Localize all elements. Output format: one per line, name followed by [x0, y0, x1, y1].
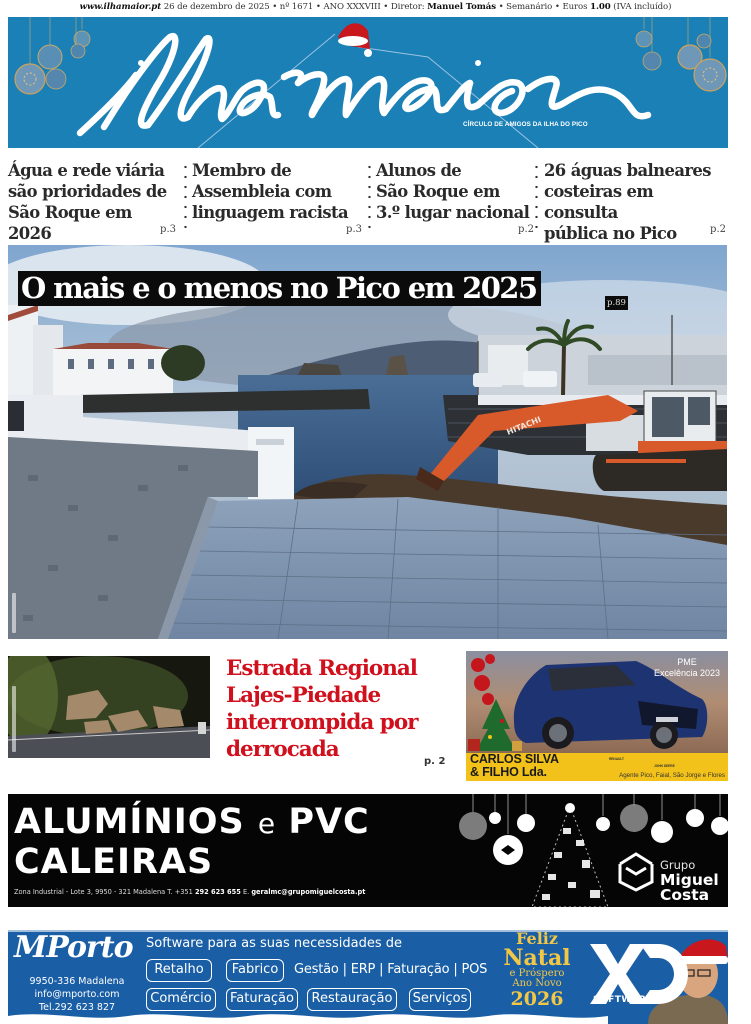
award-line: PME: [677, 657, 697, 667]
tax-note: (IVA incluído): [613, 2, 672, 12]
service-pill-comercio[interactable]: Comércio: [146, 988, 216, 1011]
masthead-artwork: [8, 17, 728, 148]
ad-phone[interactable]: 292 623 655: [194, 888, 241, 896]
masthead: [8, 17, 728, 148]
headline-word: e: [257, 807, 276, 840]
rockfall-photo[interactable]: [8, 656, 210, 758]
ad-contact-line: [14, 888, 365, 896]
miguel-costa-logo-icon: [620, 854, 652, 890]
brief-line: pública no Pico: [544, 224, 677, 243]
headline-line: interrompida por: [226, 710, 418, 735]
santa-hat-icon: [338, 23, 372, 57]
headline-line: Estrada Regional: [226, 656, 417, 681]
ad-headline-line2: CALEIRAS: [14, 842, 214, 882]
dotted-divider: [368, 162, 371, 228]
mporto-address: 9950-336 Madalena: [29, 976, 125, 987]
brief-headline[interactable]: [544, 160, 728, 242]
brief-line: Membro de: [192, 161, 292, 180]
christmas-tree-icon: [532, 803, 608, 907]
group-name: Costa: [660, 886, 710, 904]
mporto-logo: MPorto: [14, 930, 133, 965]
mporto-services-line: Gestão | ERP | Faturação | POS: [294, 962, 488, 977]
hero-headline[interactable]: O mais e o menos no Pico em 2025: [18, 271, 541, 306]
group-name: Miguel: [660, 871, 719, 889]
headline-word: PVC: [288, 802, 370, 842]
greeting-line: Ano Novo: [512, 978, 562, 989]
greeting-year: 2026: [510, 988, 564, 1010]
carlos-silva-ad[interactable]: [466, 651, 728, 781]
service-pill-retalho[interactable]: Retalho: [146, 959, 212, 982]
xd-software-label: SOFTWARE: [593, 995, 653, 1005]
brief-line: são prioridades de: [8, 182, 167, 201]
ad-email-prefix: E.: [242, 888, 250, 896]
masthead-tagline: CÍRCULO DE AMIGOS DA ILHA DO PICO: [463, 121, 588, 128]
renault-label: RENAULT: [609, 757, 624, 761]
brief-headline[interactable]: [376, 160, 536, 242]
brief-line: Água e rede viária: [8, 161, 165, 180]
award-badge: [654, 657, 720, 679]
ornament-icon: [15, 17, 90, 94]
brief-headline[interactable]: [8, 160, 178, 242]
brief-line: Assembleia com: [192, 182, 332, 201]
ad-headline-line1: [14, 802, 370, 844]
service-pill-restauracao[interactable]: Restauração: [307, 988, 397, 1011]
brief-line: linguagem racista: [192, 203, 348, 222]
ornament-icon: [636, 17, 726, 91]
brief-line: São Roque em: [376, 182, 500, 201]
mporto-tagline: Software para as suas necessidades de: [146, 936, 403, 951]
issue-price: 1.00: [590, 2, 611, 12]
service-pill-faturacao[interactable]: Faturação: [226, 988, 298, 1011]
season-greeting: [498, 930, 576, 1010]
headline-word: ALUMÍNIOS: [14, 802, 245, 842]
brief-line: 3.º lugar nacional: [376, 203, 530, 222]
mporto-email[interactable]: info@mporto.com: [34, 989, 120, 1000]
hero-page-ref: p.89: [607, 298, 626, 308]
page-ref: p.3: [346, 224, 362, 235]
group-label: Grupo: [660, 858, 696, 872]
aluminios-pvc-ad[interactable]: [8, 794, 728, 907]
headline-line: derrocada: [226, 737, 339, 762]
brief-line: Alunos de: [376, 161, 462, 180]
excavator-brand-label: HITACHI: [505, 414, 543, 437]
page-ref: p.3: [160, 224, 176, 235]
brief-line: costeiras em consulta: [544, 182, 654, 222]
page-ref: p.2: [710, 224, 726, 235]
greeting-line: Natal: [503, 945, 571, 971]
issue-frequency: • Semanário • Euros: [498, 2, 588, 12]
greeting-line: Feliz: [516, 930, 558, 948]
hero-photo[interactable]: [8, 245, 727, 639]
dotted-divider: [535, 162, 538, 228]
dealer-name-line: CARLOS SILVA: [470, 752, 559, 766]
issue-info-line: [0, 2, 751, 16]
director-name: Manuel Tomás: [427, 2, 496, 12]
story2-headline[interactable]: [226, 655, 456, 763]
service-pill-servicos[interactable]: Serviços: [409, 988, 471, 1011]
brief-line: São Roque em 2026: [8, 203, 132, 243]
service-pill-fabrico[interactable]: Fabrico: [226, 959, 284, 982]
issue-date: 26 de dezembro de 2025 • nº 1671 • ANO XXXVIII • Diretor:: [163, 2, 425, 12]
mporto-phone[interactable]: Tel.292 623 827: [38, 1002, 116, 1013]
group-brand: [660, 856, 719, 903]
dealer-name-line: & FILHO Lda.: [470, 765, 547, 779]
story2-page-ref: p. 2: [424, 756, 446, 767]
ad-address: Zona Industrial - Lote 3, 9950 - 321 Madalena T. +351: [14, 888, 193, 896]
website-link[interactable]: www.ilhamaior.pt: [79, 2, 162, 12]
headline-briefs: [8, 160, 728, 242]
mporto-ad[interactable]: [8, 930, 728, 1024]
john-deere-label: JOHN DEERE: [654, 764, 675, 768]
rockfall-image: [8, 656, 210, 758]
ad-email[interactable]: geralmc@grupomiguelcosta.pt: [251, 888, 366, 896]
greeting-line: e Próspero: [509, 968, 565, 979]
award-line: Excelência 2023: [653, 668, 720, 678]
dealer-coverage: Agente Pico, Faial, São Jorge e Flores: [619, 772, 725, 779]
page-ref: p.2: [518, 224, 534, 235]
photo-credit: [12, 686, 16, 752]
dealer-name: [470, 753, 559, 779]
mporto-contact: [12, 975, 142, 1014]
dotted-divider: [184, 162, 187, 228]
brief-line: 26 águas balneares: [544, 161, 711, 180]
brief-headline[interactable]: [192, 160, 364, 242]
photo-credit: [12, 593, 16, 633]
masthead-logo: [80, 36, 648, 133]
headline-line: Lajes-Piedade: [226, 683, 381, 708]
